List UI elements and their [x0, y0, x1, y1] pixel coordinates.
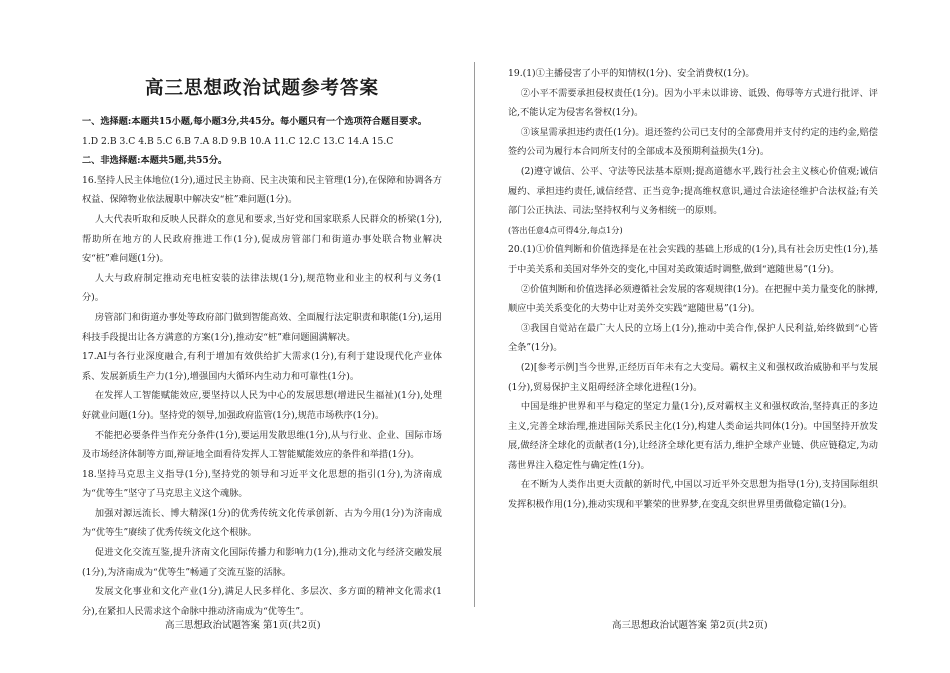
question-19	[508, 64, 878, 240]
q16-paragraph: 人大代表听取和反映人民群众的意见和要求,当好党和国家联系人民群众的桥梁(1分),帮助所在地方的人民政府推进工作(1分),促成房管部门和街道办事处联合物业解决安“桩”难问题(1分)。	[82, 213, 442, 265]
q16-paragraph: 房管部门和街道办事处等政府部门做到智能高效、全面履行法定职责和职能(1分),运用科技手段提出让各方满意的方案(1分),推动安“桩”难问题圆满解决。	[82, 311, 442, 343]
q17-paragraph: 不能把必要条件当作充分条件(1分),要运用发散思维(1分),从与行业、企业、国际市场及市场经济体制等方面,辩证地全面看待发挥人工智能赋能效应的条件和举措(1分)。	[82, 429, 442, 461]
q17-paragraph: 17.AI与各行业深度融合,有利于增加有效供给扩大需求(1分),有利于建设现代化产业体系、发展新质生产力(1分),增强国内大循环内生动力和可靠性(1分)。	[82, 351, 442, 382]
page-1-footer: 高三思想政治试题答案 第1页(共2页)	[165, 620, 321, 631]
question-18	[82, 465, 442, 622]
q16-paragraph: 人大与政府制定推动充电桩安装的法律法规(1分),规范物业和业主的权利与义务(1分)。	[82, 272, 442, 304]
q20-paragraph: 20.(1)①价值判断和价值选择是在社会实践的基础上形成的(1分),具有社会历史性(1分),基于中美关系和美国对华外交的变化,中国对美政策适时调整,做到“遮随世易”(1分)。	[508, 244, 878, 275]
q18-paragraph: 发展文化事业和文化产业(1分),满足人民多样化、多层次、多方面的精神文化需求(1分),在紧扣人民需求这个命脉中推动济南成为“优等生”。	[82, 586, 442, 617]
q19-paragraph: ②小平不需要承担侵权责任(1分)。因为小平未以诽谤、诋毁、侮辱等方式进行批评、评论,不能认定为侵害名誉权(1分)。	[508, 87, 878, 119]
q18-paragraph: 加强对源远流长、博大精深(1分)的优秀传统文化传承创新、古为今用(1分)为济南成为“优等生”赓续了优秀传统文化这个根脉。	[82, 507, 442, 539]
q20-paragraph: 在不断为人类作出更大贡献的新时代,中国以习近平外交思想为指导(1分),支持国际组织发挥积极作用(1分),推动实现和平繁荣的世界梦,在变乱交织世界里勇做稳定锚(1分)。	[508, 479, 878, 511]
page-2-footer: 高三思想政治试题答案 第2页(共2页)	[612, 620, 768, 631]
page-title: 高三思想政治试题参考答案	[144, 78, 379, 99]
answer-page-2	[478, 0, 950, 673]
q20-paragraph: (2)[参考示例]当今世界,正经历百年未有之大变局。霸权主义和强权政治威胁和平与发展(1分),贸易保护主义阻碍经济全球化进程(1分)。	[508, 361, 878, 393]
q19-scoring-note: (答出任意4点可得4分,每点1分)	[508, 224, 623, 235]
q19-paragraph: (2)遵守诚信、公平、守法等民法基本原则;提高道德水平,践行社会主义核心价值观;诚信履约、承担违约责任,诚信经营、正当竞争;提高维权意识,通过合法途径维护合法权益;有关部门公正执法、司法;坚持权利与义务相统一的原则。	[508, 165, 878, 217]
section-2-header: 二、非选择题:本题共5题,共55分。	[82, 155, 228, 167]
page-2-content	[508, 64, 878, 515]
q19-paragraph: 19.(1)①主播侵害了小平的知情权(1分)、安全消费权(1分)。	[508, 68, 755, 79]
page-divider	[474, 62, 475, 607]
answer-page-1	[0, 0, 472, 673]
question-17	[82, 347, 442, 465]
q20-paragraph: ②价值判断和价值选择必须遵循社会发展的客观规律(1分)。在把握中美力量变化的脉搏,顺应中美关系变化的大势中让对美外交实践“遮随世易”(1分)。	[508, 283, 878, 315]
q20-paragraph: ③我国自觉站在最广大人民的立场上(1分),推动中美合作,保护人民利益,始终做到“心皆全条”(1分)。	[508, 322, 878, 354]
q18-paragraph: 18.坚持马克思主义指导(1分),坚持党的领导和习近平文化思想的指引(1分),为济南成为“优等生”坚守了马克思主义这个魂脉。	[82, 468, 442, 500]
q20-paragraph: 中国是维护世界和平与稳定的坚定力量(1分),反对霸权主义和强权政治,坚持真正的多边主义,完善全球治理,推进国际关系民主化(1分),构建人类命运共同体(1分)。中国坚持开放发展,做经济全球化的贡献者(1分),让经济全球化更有活力,维护全球产业链、供应链稳定,为动荡世界注入稳定性与确定性(1分)。	[508, 401, 878, 471]
choice-answers: 1.D 2.B 3.C 4.B 5.C 6.B 7.A 8.D 9.B 10.A 11.C 12.C 13.C 14.A 15.C	[82, 135, 394, 147]
page-1-content	[82, 70, 442, 621]
q17-paragraph: 在发挥人工智能赋能效应,要坚持以人民为中心的发展思想(增进民生福祉)(1分),处理好就业问题(1分)。坚持党的领导,加强政府监管(1分),规范市场秩序(1分)。	[82, 390, 442, 421]
question-20	[508, 240, 878, 514]
q16-paragraph: 16.坚持人民主体地位(1分),通过民主协商、民主决策和民主管理(1分),在保障和协调各方权益、保障物业依法履职中解决安“桩”难问题(1分)。	[82, 174, 442, 206]
question-16	[82, 171, 442, 347]
q19-paragraph: ③该星需承担违约责任(1分)。退还签约公司已支付的全部费用并支付约定的违约金,赔偿签约公司为履行本合同所支付的全部成本及预期利益损失(1分)。	[508, 126, 878, 158]
section-1-header: 一、选择题:本题共15小题,每小题3分,共45分。每小题只有一个选项符合题目要求。	[82, 116, 427, 127]
q18-paragraph: 促进文化交流互鉴,提升济南文化国际传播力和影响力(1分),推动文化与经济交融发展(1分),为济南成为“优等生”畅通了交流互鉴的活脉。	[82, 547, 442, 578]
